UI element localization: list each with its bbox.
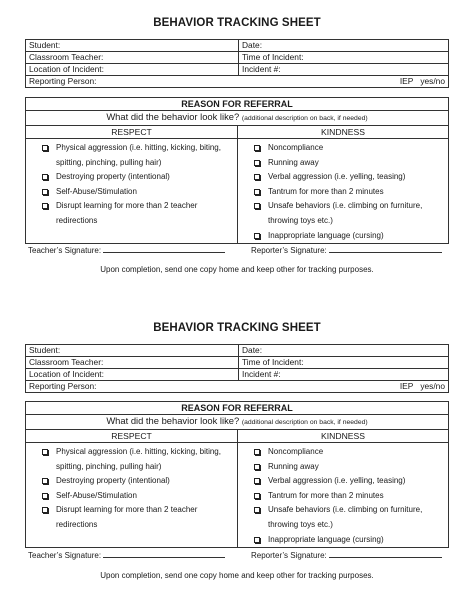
completion-note: Upon completion, send one copy home and keep other for tracking purposes.: [100, 571, 374, 580]
respect-list-cell: [26, 139, 238, 244]
kindness-checklist: [238, 141, 448, 243]
iep-indicator: [400, 76, 445, 87]
checkbox-icon[interactable]: [254, 478, 260, 484]
iep-yes-no: yes/no: [420, 381, 445, 391]
respect-checklist: [26, 445, 237, 533]
checkbox-icon[interactable]: [254, 493, 260, 499]
student-field[interactable]: Student:: [26, 345, 239, 357]
behavior-question-text: What did the behavior look like?: [106, 111, 240, 122]
behavior-question-note: (additional description on back, if needed): [241, 115, 368, 122]
kindness-column-header: KINDNESS: [238, 430, 449, 443]
checklist-item[interactable]: Noncompliance: [254, 445, 444, 460]
incident-number-field[interactable]: Incident #:: [239, 64, 449, 76]
teacher-signature-line[interactable]: [103, 244, 225, 253]
sheet-title: BEHAVIOR TRACKING SHEET: [153, 17, 321, 29]
checklist-item-continuation: spitting, pinching, pulling hair): [56, 157, 162, 167]
checkbox-icon[interactable]: [254, 449, 260, 455]
checkbox-icon[interactable]: [254, 160, 260, 166]
checkbox-icon[interactable]: [42, 493, 48, 499]
referral-table: [25, 401, 449, 548]
checkbox-icon[interactable]: [254, 189, 260, 195]
checklist-item[interactable]: Noncompliance: [254, 141, 444, 156]
checklist-item[interactable]: Tantrum for more than 2 minutes: [254, 489, 444, 504]
kindness-column-header: KINDNESS: [238, 126, 449, 139]
checkbox-icon[interactable]: [42, 478, 48, 484]
checkbox-icon[interactable]: [254, 537, 260, 543]
referral-table: [25, 97, 449, 244]
checklist-item[interactable]: Destroying property (intentional): [42, 170, 233, 185]
respect-checklist: [26, 141, 237, 229]
checklist-item[interactable]: Unsafe behaviors (i.e. climbing on furniture,: [254, 199, 444, 214]
reporter-signature-line[interactable]: [329, 549, 442, 558]
sheet-title: BEHAVIOR TRACKING SHEET: [153, 322, 321, 334]
completion-note: Upon completion, send one copy home and keep other for tracking purposes.: [100, 265, 374, 274]
checklist-item[interactable]: Inappropriate language (cursing): [254, 533, 444, 548]
date-field[interactable]: Date:: [239, 40, 449, 52]
teacher-signature-line[interactable]: [103, 549, 225, 558]
checklist-item-continuation: throwing toys etc.): [268, 519, 333, 529]
checkbox-icon[interactable]: [254, 507, 260, 513]
checklist-item[interactable]: Destroying property (intentional): [42, 474, 233, 489]
incident-number-field[interactable]: Incident #:: [239, 369, 449, 381]
respect-column-header: RESPECT: [26, 126, 238, 139]
teacher-signature[interactable]: [28, 549, 225, 560]
location-of-incident-field[interactable]: Location of Incident:: [26, 369, 239, 381]
kindness-list-cell: [238, 443, 449, 548]
referral-header: REASON FOR REFERRAL: [26, 402, 449, 415]
checklist-item[interactable]: Disrupt learning for more than 2 teacher: [42, 199, 233, 214]
checklist-item-continuation: throwing toys etc.): [268, 215, 333, 225]
checklist-item-continuation: redirections: [56, 519, 98, 529]
checklist-item[interactable]: Running away: [254, 460, 444, 475]
reporting-person-label: Reporting Person:: [29, 381, 97, 391]
checkbox-icon[interactable]: [254, 145, 260, 151]
checkbox-icon[interactable]: [254, 464, 260, 470]
incident-info-table: [25, 39, 449, 88]
time-of-incident-field[interactable]: Time of Incident:: [239, 52, 449, 64]
date-field[interactable]: Date:: [239, 345, 449, 357]
reporting-person-label: Reporting Person:: [29, 76, 97, 86]
behavior-question: [26, 111, 449, 126]
kindness-list-cell: [238, 139, 449, 244]
checklist-item[interactable]: Physical aggression (i.e. hitting, kicking, biting,: [42, 445, 233, 460]
respect-list-cell: [26, 443, 238, 548]
reporter-signature[interactable]: [251, 244, 442, 255]
checkbox-icon[interactable]: [254, 203, 260, 209]
checkbox-icon[interactable]: [42, 145, 48, 151]
checklist-item[interactable]: Running away: [254, 156, 444, 171]
reporting-person-row[interactable]: [26, 76, 449, 88]
iep-yes-no: yes/no: [420, 76, 445, 86]
checkbox-icon[interactable]: [42, 174, 48, 180]
behavior-question-note: (additional description on back, if needed): [241, 419, 368, 426]
checklist-item[interactable]: Unsafe behaviors (i.e. climbing on furniture,: [254, 503, 444, 518]
kindness-checklist: [238, 445, 448, 547]
checklist-item[interactable]: Verbal aggression (i.e. yelling, teasing): [254, 474, 444, 489]
checklist-item-continuation: redirections: [56, 215, 98, 225]
checkbox-icon[interactable]: [42, 449, 48, 455]
behavior-question-text: What did the behavior look like?: [106, 415, 240, 426]
reporter-signature[interactable]: [251, 549, 442, 560]
checkbox-icon[interactable]: [254, 174, 260, 180]
time-of-incident-field[interactable]: Time of Incident:: [239, 357, 449, 369]
teacher-signature[interactable]: [28, 244, 225, 255]
checkbox-icon[interactable]: [42, 203, 48, 209]
reporter-signature-label: Reporter’s Signature:: [251, 246, 327, 255]
behavior-question: [26, 415, 449, 430]
checkbox-icon[interactable]: [42, 507, 48, 513]
classroom-teacher-field[interactable]: Classroom Teacher:: [26, 357, 239, 369]
checklist-item[interactable]: Self-Abuse/Stimulation: [42, 489, 233, 504]
checklist-item[interactable]: Tantrum for more than 2 minutes: [254, 185, 444, 200]
iep-label: IEP: [399, 381, 414, 391]
checklist-item[interactable]: Disrupt learning for more than 2 teacher: [42, 503, 233, 518]
referral-header: REASON FOR REFERRAL: [26, 98, 449, 111]
checkbox-icon[interactable]: [254, 233, 260, 239]
reporting-person-row[interactable]: [26, 381, 449, 393]
respect-column-header: RESPECT: [26, 430, 238, 443]
checklist-item-continuation: spitting, pinching, pulling hair): [56, 461, 162, 471]
checklist-item[interactable]: Self-Abuse/Stimulation: [42, 185, 233, 200]
incident-info-table: [25, 344, 449, 393]
checklist-item[interactable]: Verbal aggression (i.e. yelling, teasing): [254, 170, 444, 185]
checkbox-icon[interactable]: [42, 189, 48, 195]
checklist-item[interactable]: Physical aggression (i.e. hitting, kicking, biting,: [42, 141, 233, 156]
checklist-item[interactable]: Inappropriate language (cursing): [254, 229, 444, 244]
location-of-incident-field[interactable]: Location of Incident:: [26, 64, 239, 76]
teacher-signature-label: Teacher’s Signature:: [28, 246, 102, 255]
iep-indicator: [400, 381, 445, 392]
classroom-teacher-field[interactable]: Classroom Teacher:: [26, 52, 239, 64]
teacher-signature-label: Teacher’s Signature:: [28, 551, 102, 560]
reporter-signature-line[interactable]: [329, 244, 442, 253]
iep-label: IEP: [399, 76, 414, 86]
student-field[interactable]: Student:: [26, 40, 239, 52]
reporter-signature-label: Reporter’s Signature:: [251, 551, 327, 560]
